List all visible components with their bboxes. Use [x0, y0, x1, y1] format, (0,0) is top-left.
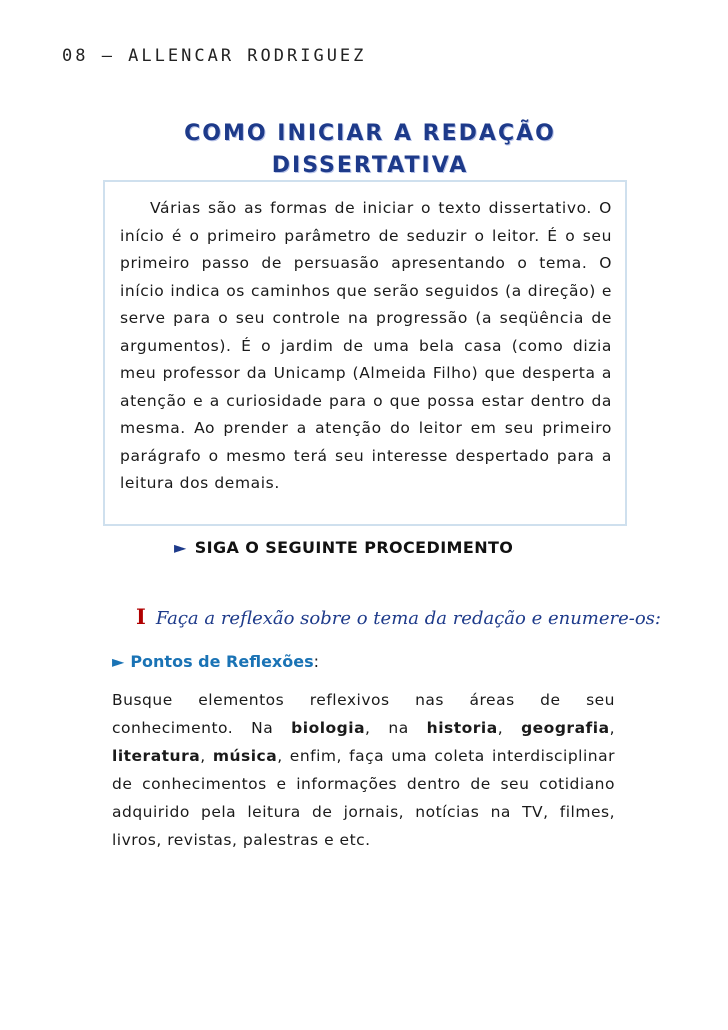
triangle-right-icon: ► [174, 538, 187, 557]
procedure-label: SIGA O SEGUINTE PROCEDIMENTO [194, 538, 514, 557]
step-heading [136, 604, 661, 629]
keyword-historia: historia [426, 719, 498, 737]
subsection-label: Pontos de Reflexões [130, 652, 314, 671]
triangle-right-icon: ► [112, 652, 125, 671]
step-number: I [136, 604, 146, 629]
running-header: 08 – ALLENCAR RODRIGUEZ [62, 46, 367, 66]
body-text-segment: , enfim, faça uma coleta interdisciplinar de conhecimentos e informações dentro de seu cotidiano adquirido pela leitura de jornais, notícias na TV, filmes, livros, revistas, palestras e etc. [112, 747, 615, 849]
page-title [110, 118, 630, 182]
intro-paragraph: Várias são as formas de iniciar o texto dissertativo. O início é o primeiro parâmetro de seduzir o leitor. É o seu primeiro passo de persuasão apresentando o tema. O início indica os caminhos que serão seguidos (a direção) e serve para o seu controle na progressão (a seqüência de argumentos). É o jardim de uma bela casa (como dizia meu professor da Unicamp (Almeida Filho) que desperta a atenção e a curiosidade para o que possa estar dentro da mesma. Ao prender a atenção do leitor em seu primeiro parágrafo o mesmo terá seu interesse despertado para a leitura dos demais. [120, 199, 612, 492]
body-text-segment: , na [365, 719, 427, 737]
keyword-literatura: literatura [112, 747, 201, 765]
procedure-heading [174, 538, 513, 557]
body-text-segment: , [609, 719, 615, 737]
subsection-colon: : [313, 652, 319, 671]
keyword-geografia: geografia [521, 719, 610, 737]
keyword-musica: música [212, 747, 278, 765]
step-text: Faça a reflexão sobre o tema da redação e enumere-os: [155, 608, 661, 629]
title-line-2: DISSERTATIVA [271, 153, 469, 178]
keyword-biologia: biologia [291, 719, 366, 737]
body-text-segment: , [497, 719, 522, 737]
body-paragraph [112, 686, 615, 854]
body-text-segment: , [200, 747, 213, 765]
body-text-segment: Busque elementos reflexivos nas áreas de seu conhecimento. Na [112, 691, 615, 737]
subsection-heading [112, 652, 319, 671]
title-line-1: COMO INICIAR A REDAÇÃO [184, 121, 556, 146]
